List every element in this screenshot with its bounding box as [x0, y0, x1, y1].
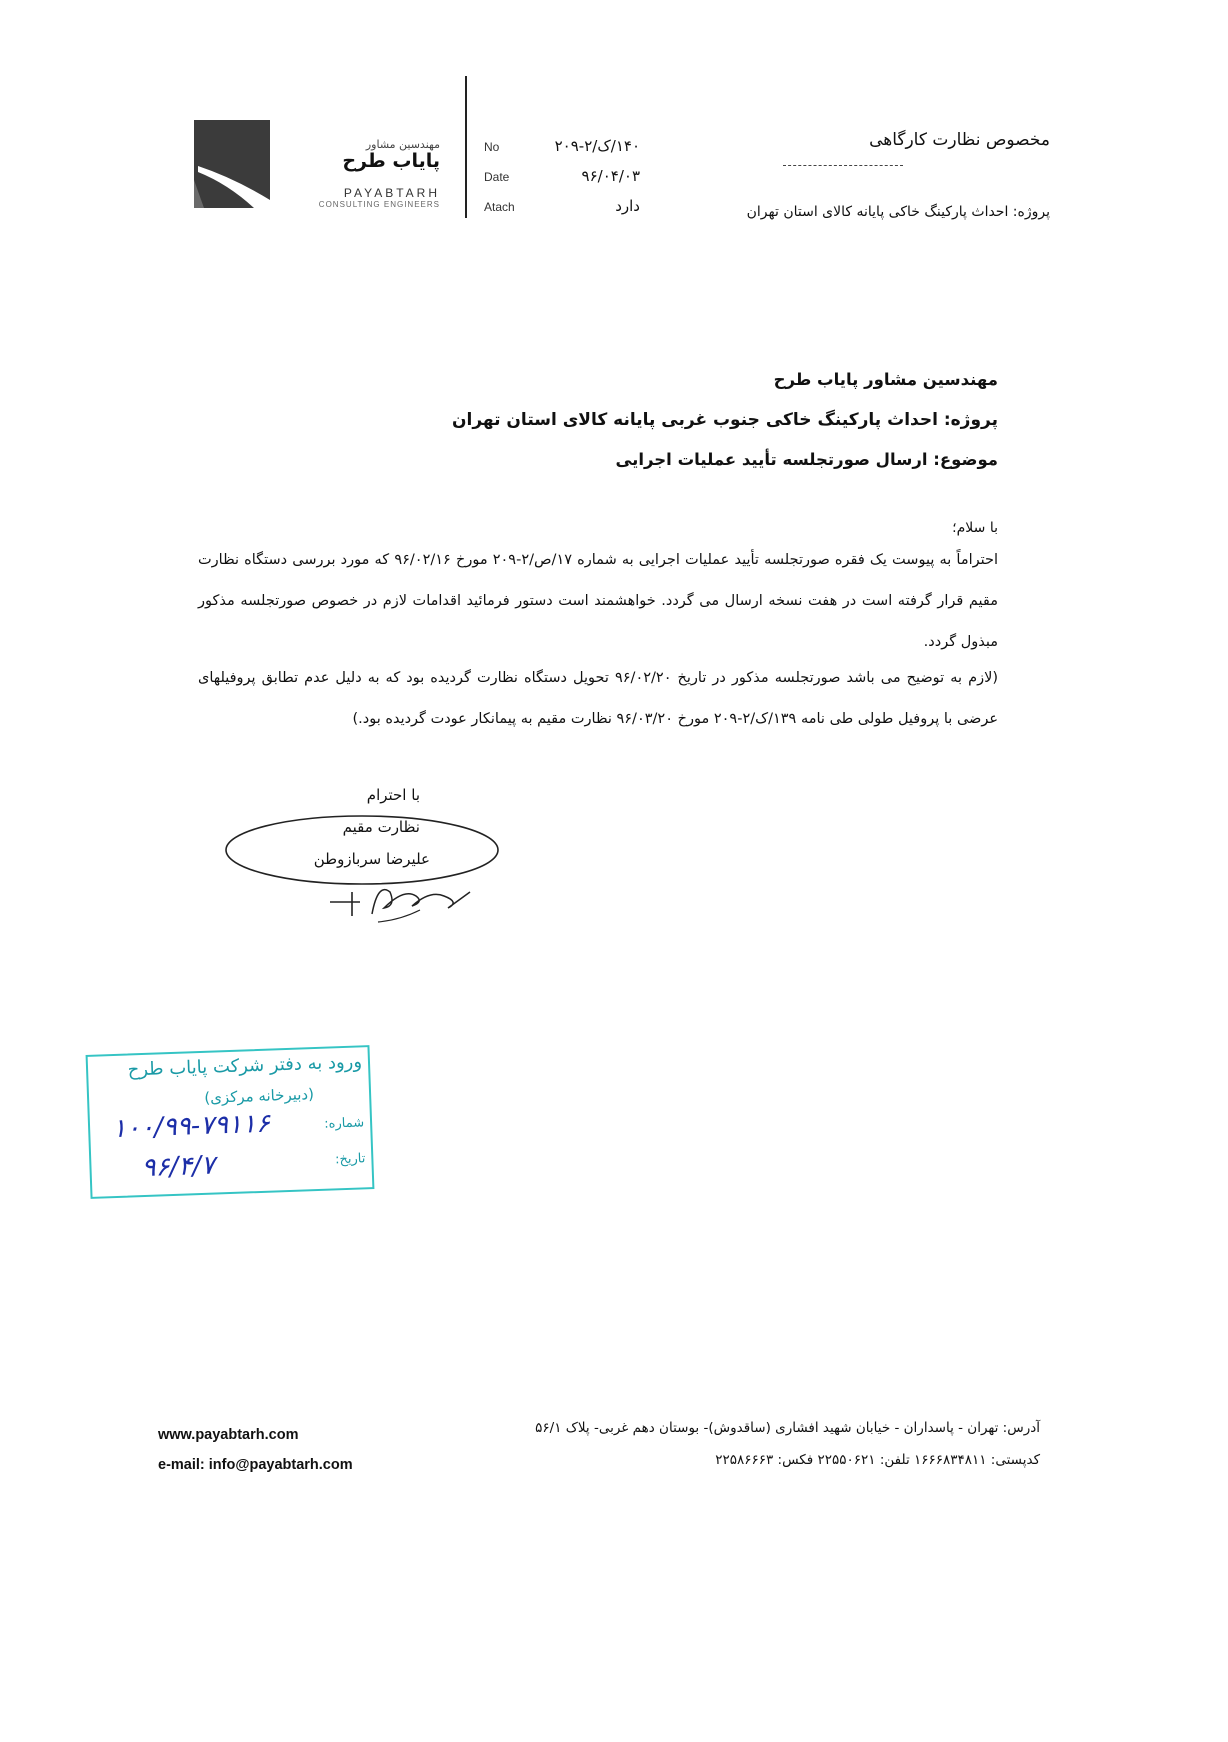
meta-no-label: No — [484, 140, 500, 154]
meta-no-value: ۱۴۰/ک/۲-۲۰۹ — [554, 137, 640, 155]
meta-date-value: ۹۶/۰۴/۰۳ — [581, 167, 640, 185]
firm-name-en — [285, 186, 440, 209]
footer-website[interactable]: www.payabtarh.com — [158, 1427, 299, 1443]
stamp-date-label: تاریخ: — [334, 1151, 366, 1168]
stamp-subtitle: (دبیرخانه مرکزی) — [203, 1085, 315, 1107]
receipt-stamp — [86, 1045, 375, 1199]
signer-name: علیرضا سربازوطن — [313, 850, 430, 868]
project-title: پروژه: احداث پارکینگ خاکی جنوب غربی پایانه کالای استان تهران — [451, 410, 998, 430]
footer-address: آدرس: تهران - پاسداران - خیابان شهید افشاری (ساقدوش)- بوستان دهم غربی- پلاک ۵۶/۱ — [535, 1420, 1040, 1436]
firm-small-label: مهندسین مشاور — [365, 138, 440, 151]
footer-contact: کدپستی: ۱۶۶۶۸۳۴۸۱۱ تلفن: ۲۲۵۵۰۶۲۱ فکس: ۲۲۵۸۶۶۶۳ — [715, 1452, 1040, 1468]
firm-name-label: پایاب طرح — [342, 150, 440, 172]
special-underline — [783, 165, 903, 166]
stamp-date-value: ۹۶/۴/۷ — [141, 1150, 216, 1184]
paragraph-note: (لازم به توضیح می باشد صورتجلسه مذکور در تاریخ ۹۶/۰۲/۲۰ تحویل دستگاه نظارت گردیده بود که به دلیل عدم تطابق پروفیلهای عرضی با پروفیل طولی طی نامه ۱۳۹/ک/۲-۲۰۹ مورخ ۹۶/۰۳/۲۰ نظارت مقیم به پیمانکار عودت گردیده بود.) — [198, 670, 998, 727]
paragraph-main: احتراماً به پیوست یک فقره صورتجلسه تأیید عملیات اجرایی به شماره ۱۷/ص/۲-۲۰۹ مورخ ۹۶/۰۲/۱۶ که مورد بررسی دستگاه نظارت مقیم قرار گرفته است در هفت نسخه ارسال می گردد. خواهشمند است دستور فرمائید اقدامات لازم در خصوص صورتجلسه مذکور مبذول گردد. — [198, 552, 999, 650]
header-project: پروژه: احداث پارکینگ خاکی پایانه کالای استان تهران — [746, 204, 1050, 220]
closing: با احترام — [366, 786, 420, 804]
handwritten-signature — [320, 862, 480, 932]
firm-en-label: PAYABTARH — [343, 186, 440, 200]
stamp-number-label: شماره: — [324, 1115, 365, 1132]
company-logo — [194, 120, 270, 208]
footer-email[interactable]: e-mail: info@payabtarh.com — [158, 1457, 353, 1473]
meta-attach-label: Atach — [484, 200, 515, 214]
stamp-number-value: ۱۰۰/۹۹-۷۹۱۱۶ — [111, 1108, 271, 1145]
firm-name-fa — [320, 138, 440, 171]
header-divider — [465, 76, 467, 218]
greeting: با سلام؛ — [952, 520, 998, 536]
meta-date-label: Date — [484, 170, 510, 184]
recipient: مهندسین مشاور پایاب طرح — [773, 370, 998, 389]
subject: موضوع: ارسال صورتجلسه تأیید عملیات اجرایی — [615, 450, 998, 469]
meta-attach-value: دارد — [615, 197, 640, 215]
stamp-title: ورود به دفتر شرکت پایاب طرح — [127, 1051, 363, 1081]
firm-en-sub-label: CONSULTING ENGINEERS — [318, 200, 440, 209]
special-title: مخصوص نظارت کارگاهی — [869, 130, 1050, 150]
signer-role: نظارت مقیم — [342, 818, 420, 836]
